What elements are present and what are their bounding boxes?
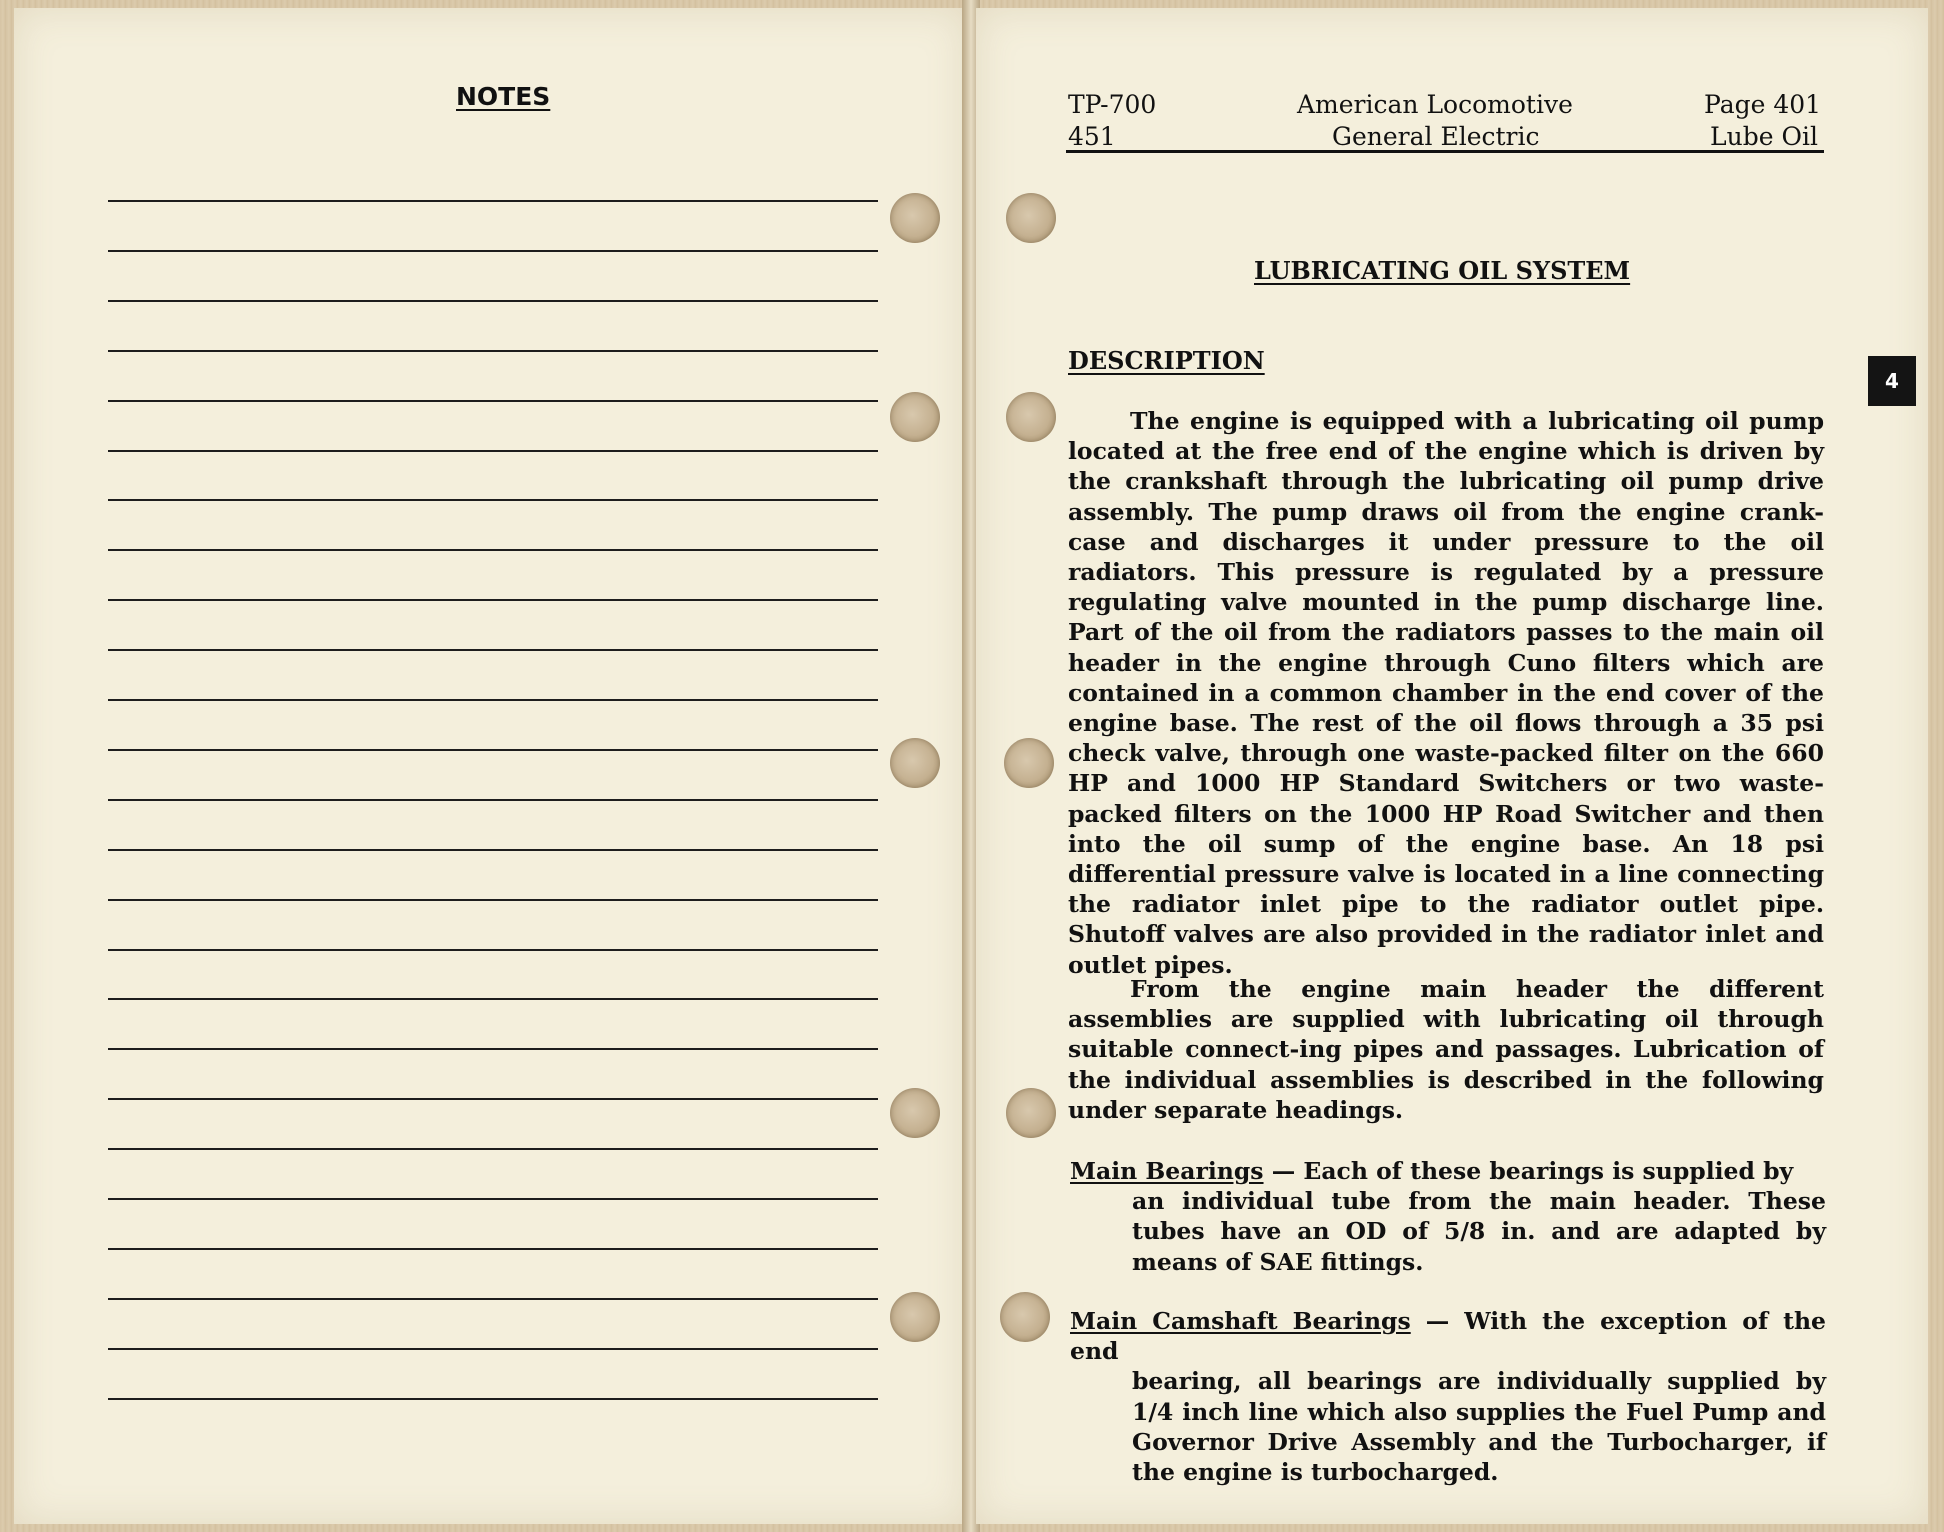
note-line [108, 998, 878, 1000]
item-first-line: Each of these bearings is supplied by [1303, 1157, 1794, 1185]
binder-hole [1004, 738, 1054, 788]
item-body: bearing, all bearings are individually supplied by 1/4 inch line which also supplies the Fuel Pump and Governor Drive Assembly and the Turbocharger, if the engine is turbocharged. [1132, 1367, 1826, 1487]
page-number: Page 401 [1704, 90, 1822, 119]
note-line [108, 200, 878, 202]
note-line [108, 949, 878, 951]
note-line [108, 350, 878, 352]
binder-hole [1006, 193, 1056, 243]
company-line-1: American Locomotive [1297, 90, 1573, 119]
section-tab[interactable]: 4 [1868, 356, 1916, 406]
notes-page [14, 8, 966, 1524]
item-body: an individual tube from the main header. These tubes have an OD of 5/8 in. and are adapted by means of SAE fittings. [1132, 1187, 1826, 1276]
note-line [108, 1298, 878, 1300]
note-line [108, 300, 878, 302]
note-line [108, 649, 878, 651]
main-bearings-item [1070, 1156, 1826, 1277]
note-line [108, 799, 878, 801]
main-camshaft-bearings-item [1070, 1306, 1826, 1487]
binder-hole [1006, 1088, 1056, 1138]
binder-hole [890, 1088, 940, 1138]
note-line [108, 400, 878, 402]
item-dash: — [1410, 1307, 1465, 1335]
header-rule [1066, 150, 1824, 153]
binder-hole [890, 1292, 940, 1342]
note-line [108, 1098, 878, 1100]
note-line [108, 1148, 878, 1150]
description-paragraph-2: From the engine main header the different assemblies are supplied with lubricating oil through suitable connect-ing pipes and passages. Lubrication of the individual assemblies is described in the following under separate headings. [1068, 975, 1824, 1124]
binder-hole [890, 193, 940, 243]
note-line [108, 749, 878, 751]
note-line [108, 849, 878, 851]
section-name: Lube Oil [1710, 122, 1818, 151]
note-line [108, 1398, 878, 1400]
doc-id: TP-700 [1068, 90, 1157, 119]
item-heading: Main Bearings [1070, 1157, 1264, 1185]
note-line [108, 599, 878, 601]
note-line [108, 250, 878, 252]
subsection-title: DESCRIPTION [1068, 346, 1265, 375]
note-line [108, 699, 878, 701]
binder-hole [890, 392, 940, 442]
note-line [108, 450, 878, 452]
note-line [108, 1048, 878, 1050]
note-line [108, 499, 878, 501]
item-first-line: With the exception of the end [1070, 1307, 1826, 1366]
item-dash: — [1263, 1157, 1304, 1185]
note-line [108, 1248, 878, 1250]
note-line [108, 1198, 878, 1200]
item-heading: Main Camshaft Bearings [1070, 1307, 1411, 1335]
description-paragraph-1: The engine is equipped with a lubricating oil pump located at the free end of the engine which is driven by the crankshaft through the lubricating oil pump drive assembly. The pump draws oil from the engine crank-case and discharges it under pressure to the oil radiators. This pressure is regulated by a pressure regulating valve mounted in the pump discharge line. Part of the oil from the radiators passes to the main oil header in the engine through Cuno filters which are contained in a common chamber in the end cover of the engine base. The rest of the oil flows through a 35 psi check valve, through one waste-packed filter on the 660 HP and 1000 HP Standard Switchers or two waste-packed filters on the 1000 HP Road Switcher and then into the oil sump of the engine base. An 18 psi differential pressure valve is located in a line connecting the radiator inlet pipe to the radiator outlet pipe. Shutoff valves are also provided in the radiator inlet and outlet pipes. [1068, 407, 1824, 979]
binder-hole [1006, 392, 1056, 442]
binder-hole [890, 738, 940, 788]
binder-hole [1000, 1292, 1050, 1342]
note-line [108, 899, 878, 901]
notes-title: NOTES [456, 82, 551, 111]
section-title: LUBRICATING OIL SYSTEM [1254, 256, 1631, 285]
doc-sub-id: 451 [1068, 122, 1116, 151]
company-line-2: General Electric [1332, 122, 1540, 151]
note-line [108, 1348, 878, 1350]
note-line [108, 549, 878, 551]
